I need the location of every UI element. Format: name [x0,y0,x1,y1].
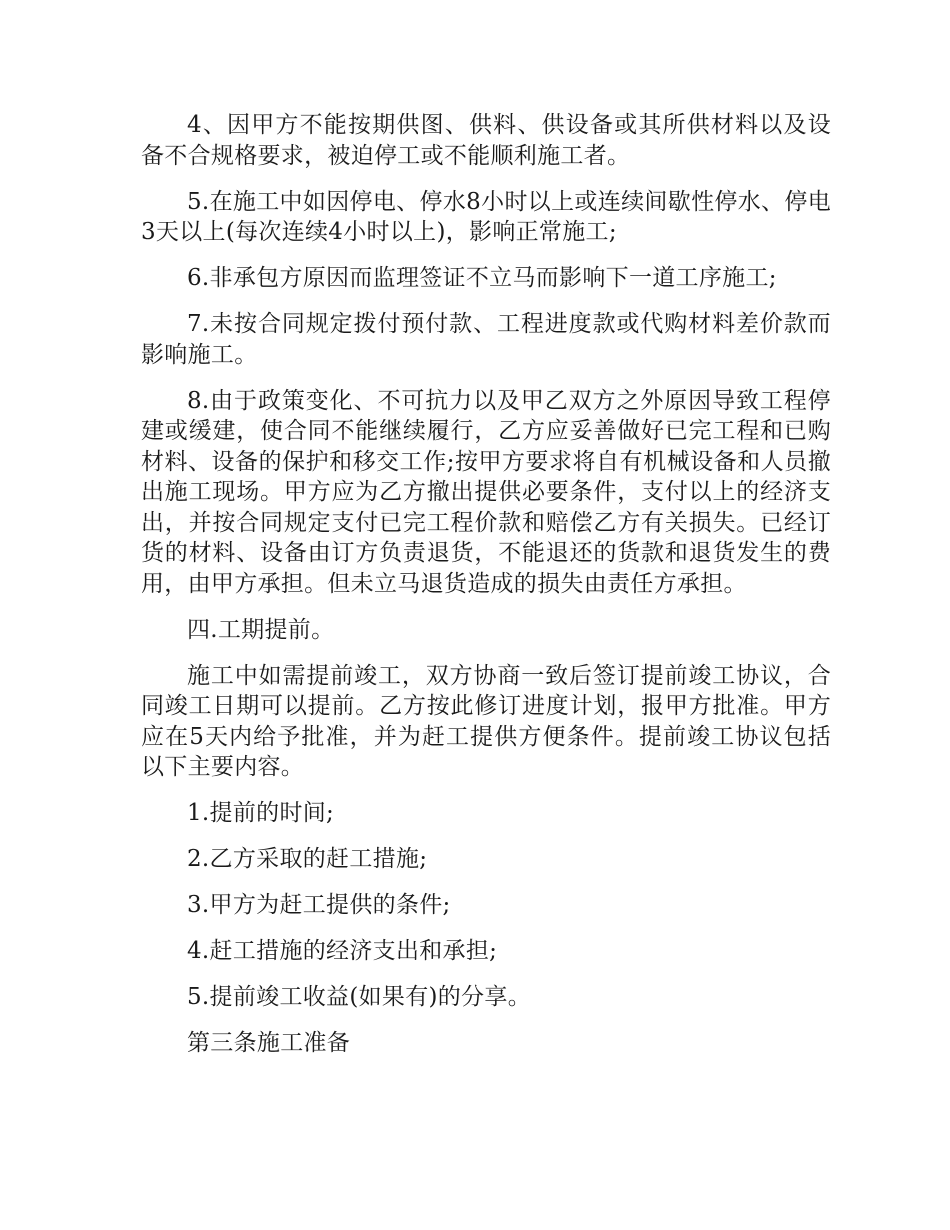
paragraph-delay-cause-8: 8.由于政策变化、不可抗力以及甲乙双方之外原因导致工程停建或缓建，使合同不能继续履行，乙方应妥善做好已完工程和已购材料、设备的保护和移交工作;按甲方要求将自有机械设备和人员撤出施工现场。甲方应为乙方撤出提供必要条件，支付以上的经济支出，并按合同规定支付已完工程价款和赔偿乙方有关损失。已经订货的材料、设备由订方负责退货，不能退还的货款和退货发生的费用，由甲方承担。但未立马退货造成的损失由责任方承担。 [141,387,831,597]
paragraph-delay-cause-4: 4、因甲方不能按期供图、供料、供设备或其所供材料以及设备不合规格要求，被迫停工或不能顺利施工者。 [141,112,831,169]
list-item-provided-conditions: 3.甲方为赶工提供的条件; [187,892,451,918]
paragraph-delay-cause-7: 7.未按合同规定拨付预付款、工程进度款或代购材料差价款而影响施工。 [141,311,831,368]
paragraph-delay-cause-5: 5.在施工中如因停电、停水8小时以上或连续间歇性停水、停电3天以上(每次连续4小时以上)，影响正常施工; [141,188,831,245]
list-item-economic-cost: 4.赶工措施的经济支出和承担; [187,938,498,964]
list-item-rush-measures: 2.乙方采取的赶工措施; [187,846,428,872]
list-item-revenue-sharing: 5.提前竣工收益(如果有)的分享。 [187,984,531,1010]
section-heading-schedule-advance: 四.工期提前。 [187,616,335,643]
list-item-advance-time: 1.提前的时间; [187,800,335,826]
article-heading-construction-preparation: 第三条施工准备 [187,1030,351,1056]
paragraph-early-completion: 施工中如需提前竣工，双方协商一致后签订提前竣工协议，合同竣工日期可以提前。乙方按此修订进度计划，报甲方批准。甲方应在5天内给予批准，并为赶工提供方便条件。提前竣工协议包括以下主要内容。 [141,662,831,780]
paragraph-delay-cause-6: 6.非承包方原因而监理签证不立马而影响下一道工序施工; [187,265,777,291]
document-page [141,110,831,1059]
